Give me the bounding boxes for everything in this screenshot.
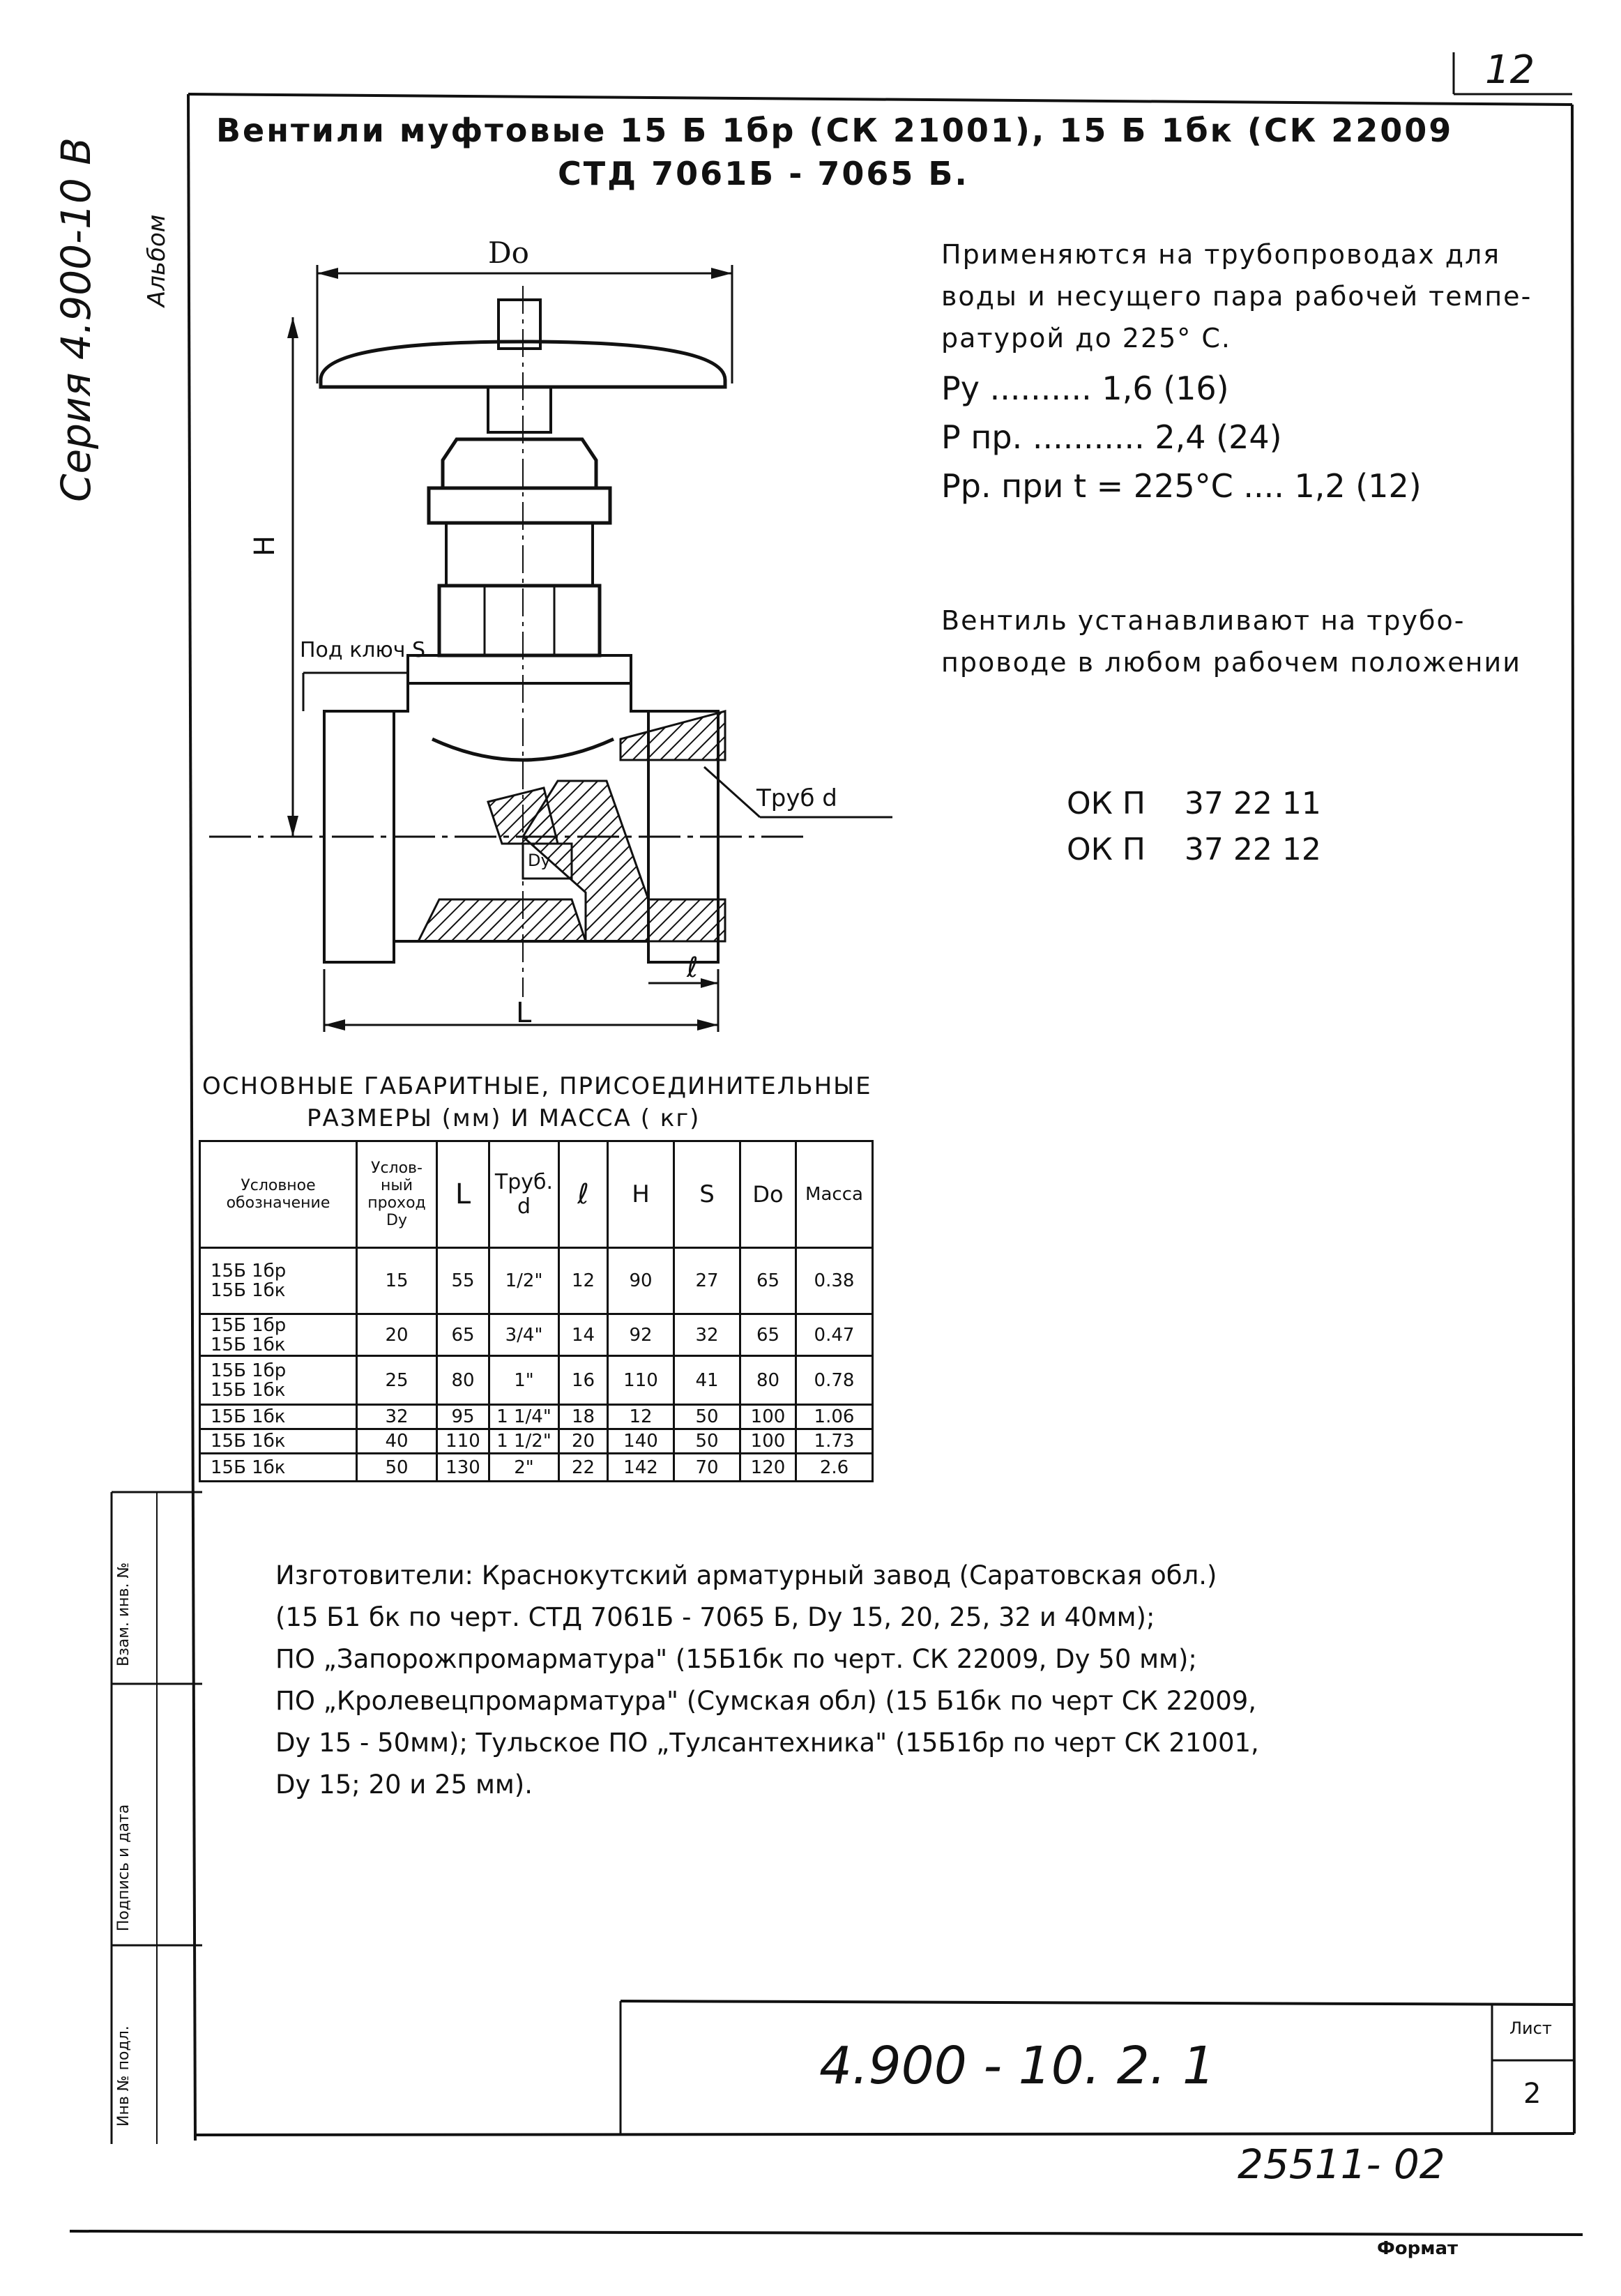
table-cell: 50 [674,1429,740,1454]
label-h: Н [249,535,282,557]
usage-line-2: воды и несущего пара рабочей темпе- [941,281,1532,312]
table-row [200,1248,873,1314]
table-cell: 1 1/2" [489,1429,559,1454]
table-row [200,1405,873,1429]
param-pp: Рр. при t = 225°C .... 1,2 (12) [941,467,1422,505]
table-cell: 100 [740,1429,796,1454]
table-cell: 22 [559,1454,608,1482]
okp-line-2: ОК П 37 22 12 [1067,832,1321,867]
page-number: 12 [1485,47,1535,93]
table-title-line-2: РАЗМЕРЫ (мм) И МАССА ( кг) [307,1104,701,1132]
col-header-s: S [674,1141,740,1248]
table-cell: 130 [437,1454,489,1482]
table-title [202,1070,872,1134]
table-cell: 120 [740,1454,796,1482]
table-cell: 0.78 [796,1356,873,1405]
table-cell: 1.06 [796,1405,873,1429]
stamp-podpis-data: Подпись и дата [115,1804,132,1931]
maker-line-4: ПО „Кролевецпромарматура" (Сумская обл) (15 Б1бк по черт СК 22009, [275,1686,1257,1716]
label-do: Dо [488,236,529,270]
label-l: L [516,997,532,1029]
archive-number: 25511- 02 [1238,2141,1445,2188]
table-cell: 27 [674,1248,740,1314]
col-header-do: Dо [740,1141,796,1248]
col-header-pipe: Труб. d [489,1141,559,1248]
table-cell: 140 [608,1429,674,1454]
table-cell: 50 [357,1454,437,1482]
table-cell: 20 [559,1429,608,1454]
table-cell: 15Б 1бк [200,1429,357,1454]
param-ppr: Р пр. ........... 2,4 (24) [941,418,1282,456]
table-cell: 25 [357,1356,437,1405]
table-cell: 110 [608,1356,674,1405]
col-header-dy: Услов-ный проход Dу [357,1141,437,1248]
table-cell: 65 [740,1314,796,1356]
okp-line-1: ОК П 37 22 11 [1067,786,1321,821]
table-cell: 15Б 1бк [200,1454,357,1482]
valve-drawing [195,230,927,1032]
table-cell: 15Б 1бк [200,1405,357,1429]
table-cell: 142 [608,1454,674,1482]
stamp-inv-podl: Инв № подл. [115,2025,132,2127]
table-cell: 40 [357,1429,437,1454]
table-cell: 1.73 [796,1429,873,1454]
table-cell: 65 [740,1248,796,1314]
param-py: Ру .......... 1,6 (16) [941,370,1229,407]
table-cell: 18 [559,1405,608,1429]
table-row [200,1429,873,1454]
table-cell: 65 [437,1314,489,1356]
table-cell: 41 [674,1356,740,1405]
install-line-1: Вентиль устанавливают на трубо- [941,605,1466,636]
table-cell: 1" [489,1356,559,1405]
label-l-small: ℓ [687,952,699,984]
table-cell: 90 [608,1248,674,1314]
install-note [941,600,1521,683]
table-cell: 110 [437,1429,489,1454]
table-cell: 14 [559,1314,608,1356]
table-cell: 15Б 1бр 15Б 1бк [200,1356,357,1405]
col-header-h: Н [608,1141,674,1248]
usage-description [941,234,1532,359]
pressure-params [941,364,1422,510]
usage-line-1: Применяются на трубопроводах для [941,239,1501,270]
dimensions-table [199,1140,874,1482]
table-cell: 2" [489,1454,559,1482]
table-cell: 92 [608,1314,674,1356]
maker-line-5: Dу 15 - 50мм); Тульское ПО „Тулсантехника" (15Б1бр по черт СК 21001, [275,1728,1259,1758]
table-cell: 15Б 1бр 15Б 1бк [200,1314,357,1356]
table-cell: 80 [740,1356,796,1405]
maker-line-2: (15 Б1 бк по черт. СТД 7061Б - 7065 Б, Dу 15, 20, 25, 32 и 40мм); [275,1602,1155,1632]
table-cell: 15Б 1бр 15Б 1бк [200,1248,357,1314]
table-cell: 3/4" [489,1314,559,1356]
stamp-vzam-inv: Взам. инв. № [115,1562,132,1666]
series-label: Серия 4.900-10 В [52,137,100,502]
table-cell: 100 [740,1405,796,1429]
manufacturers [275,1555,1259,1806]
col-header-l: L [437,1141,489,1248]
list-value: 2 [1523,2078,1542,2110]
table-cell: 70 [674,1454,740,1482]
label-pipe-d: Труб d [756,784,837,812]
page-subtitle: СТД 7061Б - 7065 Б. [558,155,969,192]
table-cell: 15 [357,1248,437,1314]
table-cell: 32 [674,1314,740,1356]
okp-codes [1067,781,1321,873]
table-cell: 0.38 [796,1248,873,1314]
table-cell: 32 [357,1405,437,1429]
table-row [200,1454,873,1482]
col-header-designation: Условное обозначение [200,1141,357,1248]
page-title: Вентили муфтовые 15 Б 1бр (СК 21001), 15 Б 1бк (СК 22009 [216,112,1454,149]
table-cell: 12 [559,1248,608,1314]
label-key-s: Под ключ S [300,638,426,662]
maker-line-1: Изготовители: Краснокутский арматурный завод (Саратовская обл.) [275,1560,1217,1590]
table-title-line-1: ОСНОВНЫЕ ГАБАРИТНЫЕ, ПРИСОЕДИНИТЕЛЬНЫЕ [202,1072,872,1100]
table-cell: 1 1/4" [489,1405,559,1429]
table-cell: 2.6 [796,1454,873,1482]
table-cell: 80 [437,1356,489,1405]
label-dy: Dу [528,851,551,870]
table-cell: 55 [437,1248,489,1314]
album-label: Альбом [143,214,171,307]
table-cell: 0.47 [796,1314,873,1356]
list-label: Лист [1509,2018,1552,2038]
table-cell: 50 [674,1405,740,1429]
table-cell: 95 [437,1405,489,1429]
col-header-mass: Масса [796,1141,873,1248]
table-cell: 20 [357,1314,437,1356]
col-header-l-small: ℓ [559,1141,608,1248]
format-label: Формат [1377,2238,1459,2259]
install-line-2: проводе в любом рабочем положении [941,647,1521,678]
table-header-row [200,1141,873,1248]
table-cell: 1/2" [489,1248,559,1314]
table-row [200,1356,873,1405]
table-row [200,1314,873,1356]
doc-code: 4.900 - 10. 2. 1 [819,2036,1216,2096]
maker-line-3: ПО „Запорожпромарматура" (15Б1бк по черт. СК 22009, Dу 50 мм); [275,1644,1197,1674]
table-cell: 16 [559,1356,608,1405]
maker-line-6: Dу 15; 20 и 25 мм). [275,1770,533,1800]
table-cell: 12 [608,1405,674,1429]
usage-line-3: ратурой до 225° С. [941,323,1231,353]
